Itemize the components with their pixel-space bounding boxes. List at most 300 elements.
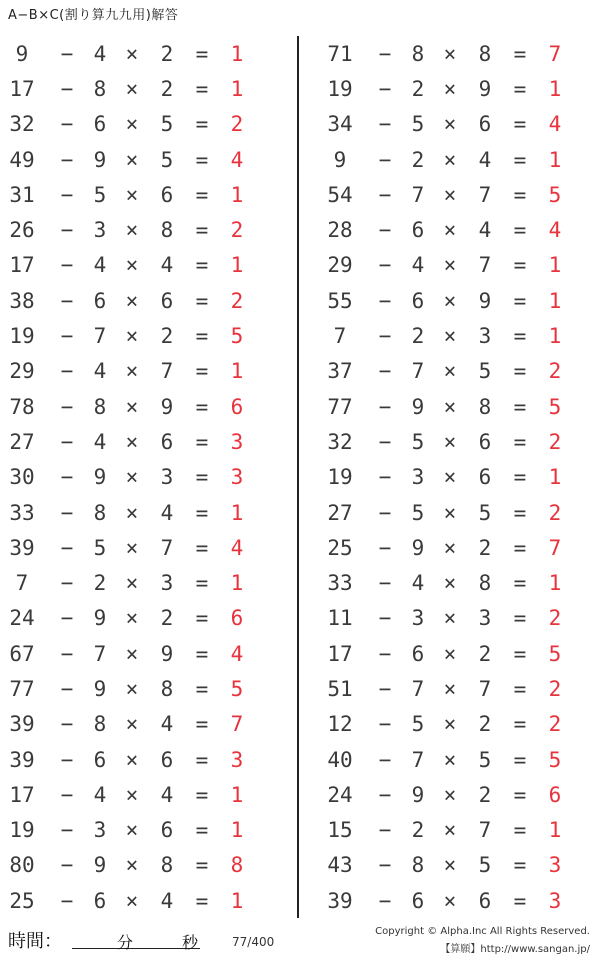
- operand-a: 27: [9, 429, 35, 454]
- operand-c: 9: [478, 288, 492, 313]
- answer: 5: [548, 641, 562, 666]
- operand-b: 5: [411, 712, 425, 737]
- minus-sign: −: [378, 76, 392, 101]
- problem-row: [318, 707, 600, 742]
- problem-row: [0, 495, 285, 530]
- problem-row: [318, 883, 600, 918]
- minus-sign: −: [60, 888, 74, 913]
- operand-b: 5: [411, 112, 425, 137]
- equals-sign: =: [513, 253, 527, 278]
- equals-sign: =: [195, 712, 209, 737]
- answer: 1: [548, 253, 562, 278]
- problem-row: [318, 565, 600, 600]
- answer: 5: [548, 394, 562, 419]
- times-sign: ×: [125, 76, 139, 101]
- minus-sign: −: [378, 394, 392, 419]
- operand-a: 11: [327, 606, 353, 631]
- answer: 1: [230, 500, 244, 525]
- answer: 2: [548, 676, 562, 701]
- problem-row: [0, 848, 285, 883]
- operand-b: 9: [93, 853, 107, 878]
- operand-b: 7: [411, 182, 425, 207]
- operand-b: 4: [93, 782, 107, 807]
- equals-sign: =: [513, 76, 527, 101]
- answer: 2: [548, 429, 562, 454]
- times-sign: ×: [125, 888, 139, 913]
- operand-c: 5: [478, 359, 492, 384]
- times-sign: ×: [443, 359, 457, 384]
- operand-c: 2: [478, 712, 492, 737]
- times-sign: ×: [443, 76, 457, 101]
- operand-b: 6: [411, 888, 425, 913]
- equals-sign: =: [195, 359, 209, 384]
- equals-sign: =: [513, 571, 527, 596]
- minus-sign: −: [60, 641, 74, 666]
- operand-a: 43: [327, 853, 353, 878]
- problem-row: [0, 530, 285, 565]
- operand-c: 7: [478, 676, 492, 701]
- operand-c: 3: [160, 465, 174, 490]
- left-problem-column: [0, 36, 285, 918]
- answer: 6: [230, 394, 244, 419]
- operand-a: 39: [327, 888, 353, 913]
- minus-sign: −: [378, 218, 392, 243]
- problem-row: [0, 813, 285, 848]
- answer: 2: [548, 606, 562, 631]
- answer: 3: [230, 429, 244, 454]
- operand-b: 8: [411, 853, 425, 878]
- minus-sign: −: [378, 888, 392, 913]
- operand-b: 9: [93, 465, 107, 490]
- problem-row: [318, 636, 600, 671]
- minus-sign: −: [378, 41, 392, 66]
- answer: 1: [548, 147, 562, 172]
- minus-sign: −: [378, 429, 392, 454]
- answer: 5: [548, 182, 562, 207]
- equals-sign: =: [513, 818, 527, 843]
- problem-row: [318, 71, 600, 106]
- operand-c: 7: [160, 535, 174, 560]
- minus-sign: −: [378, 571, 392, 596]
- operand-c: 6: [478, 112, 492, 137]
- equals-sign: =: [195, 76, 209, 101]
- problem-row: [0, 354, 285, 389]
- problem-row: [318, 460, 600, 495]
- operand-a: 37: [327, 359, 353, 384]
- operand-c: 2: [478, 535, 492, 560]
- operand-a: 19: [327, 76, 353, 101]
- operand-c: 8: [478, 394, 492, 419]
- operand-c: 6: [478, 888, 492, 913]
- times-sign: ×: [125, 465, 139, 490]
- operand-b: 4: [93, 429, 107, 454]
- answer: 2: [230, 112, 244, 137]
- operand-b: 6: [93, 288, 107, 313]
- answer: 2: [230, 218, 244, 243]
- problem-row: [0, 565, 285, 600]
- problem-row: [0, 424, 285, 459]
- minutes-label: 分: [117, 933, 134, 952]
- times-sign: ×: [443, 324, 457, 349]
- operand-a: 67: [9, 641, 35, 666]
- equals-sign: =: [513, 641, 527, 666]
- equals-sign: =: [195, 535, 209, 560]
- times-sign: ×: [125, 359, 139, 384]
- operand-a: 49: [9, 147, 35, 172]
- seconds-label: 秒: [182, 933, 199, 952]
- equals-sign: =: [195, 888, 209, 913]
- problem-row: [318, 107, 600, 142]
- operand-c: 6: [478, 429, 492, 454]
- operand-a: 17: [9, 253, 35, 278]
- times-sign: ×: [125, 641, 139, 666]
- problem-row: [318, 424, 600, 459]
- problem-row: [0, 777, 285, 812]
- minus-sign: −: [60, 747, 74, 772]
- answer: 4: [230, 535, 244, 560]
- equals-sign: =: [513, 535, 527, 560]
- minus-sign: −: [60, 147, 74, 172]
- problem-row: [0, 177, 285, 212]
- equals-sign: =: [513, 182, 527, 207]
- minus-sign: −: [60, 782, 74, 807]
- operand-c: 7: [478, 182, 492, 207]
- operand-c: 9: [478, 76, 492, 101]
- operand-b: 7: [93, 641, 107, 666]
- times-sign: ×: [125, 182, 139, 207]
- times-sign: ×: [125, 112, 139, 137]
- operand-b: 6: [411, 288, 425, 313]
- problem-row: [0, 671, 285, 706]
- minus-sign: −: [378, 465, 392, 490]
- operand-b: 5: [93, 182, 107, 207]
- equals-sign: =: [513, 606, 527, 631]
- times-sign: ×: [125, 606, 139, 631]
- times-sign: ×: [125, 818, 139, 843]
- times-sign: ×: [443, 288, 457, 313]
- answer: 1: [548, 818, 562, 843]
- operand-b: 8: [411, 41, 425, 66]
- time-label: 時間：: [8, 931, 62, 952]
- answer: 1: [230, 359, 244, 384]
- operand-b: 2: [93, 571, 107, 596]
- equals-sign: =: [513, 359, 527, 384]
- operand-c: 8: [478, 41, 492, 66]
- times-sign: ×: [443, 641, 457, 666]
- operand-b: 5: [411, 500, 425, 525]
- equals-sign: =: [195, 818, 209, 843]
- operand-a: 12: [327, 712, 353, 737]
- minus-sign: −: [60, 712, 74, 737]
- minus-sign: −: [378, 535, 392, 560]
- minus-sign: −: [378, 606, 392, 631]
- equals-sign: =: [195, 253, 209, 278]
- times-sign: ×: [125, 782, 139, 807]
- problem-row: [318, 495, 600, 530]
- minus-sign: −: [378, 747, 392, 772]
- operand-a: 26: [9, 218, 35, 243]
- equals-sign: =: [513, 676, 527, 701]
- minus-sign: −: [378, 112, 392, 137]
- equals-sign: =: [513, 218, 527, 243]
- minus-sign: −: [60, 112, 74, 137]
- operand-b: 7: [411, 359, 425, 384]
- times-sign: ×: [443, 676, 457, 701]
- minus-sign: −: [60, 676, 74, 701]
- answer: 6: [230, 606, 244, 631]
- answer: 3: [548, 853, 562, 878]
- equals-sign: =: [195, 394, 209, 419]
- operand-b: 8: [93, 500, 107, 525]
- operand-a: 25: [327, 535, 353, 560]
- operand-c: 2: [160, 41, 174, 66]
- minus-sign: −: [378, 712, 392, 737]
- operand-b: 7: [93, 324, 107, 349]
- operand-a: 33: [9, 500, 35, 525]
- operand-a: 77: [327, 394, 353, 419]
- operand-b: 8: [93, 76, 107, 101]
- operand-c: 5: [478, 853, 492, 878]
- times-sign: ×: [125, 253, 139, 278]
- operand-c: 9: [160, 641, 174, 666]
- operand-b: 6: [93, 747, 107, 772]
- operand-a: 38: [9, 288, 35, 313]
- minus-sign: −: [60, 76, 74, 101]
- equals-sign: =: [195, 571, 209, 596]
- minus-sign: −: [60, 535, 74, 560]
- minus-sign: −: [378, 782, 392, 807]
- times-sign: ×: [443, 782, 457, 807]
- answer: 2: [548, 359, 562, 384]
- minus-sign: −: [60, 853, 74, 878]
- operand-a: 40: [327, 747, 353, 772]
- problem-row: [0, 36, 285, 71]
- problem-row: [0, 601, 285, 636]
- problem-row: [318, 389, 600, 424]
- operand-c: 3: [478, 606, 492, 631]
- problem-row: [0, 107, 285, 142]
- operand-a: 17: [9, 76, 35, 101]
- operand-c: 2: [160, 76, 174, 101]
- answer: 2: [548, 712, 562, 737]
- operand-a: 28: [327, 218, 353, 243]
- minus-sign: −: [60, 394, 74, 419]
- equals-sign: =: [513, 747, 527, 772]
- answer: 2: [230, 288, 244, 313]
- equals-sign: =: [195, 324, 209, 349]
- operand-b: 5: [93, 535, 107, 560]
- problem-row: [0, 742, 285, 777]
- problem-row: [0, 389, 285, 424]
- operand-a: 17: [327, 641, 353, 666]
- answer: 4: [230, 641, 244, 666]
- equals-sign: =: [195, 41, 209, 66]
- operand-a: 19: [9, 324, 35, 349]
- operand-a: 55: [327, 288, 353, 313]
- equals-sign: =: [513, 112, 527, 137]
- operand-b: 7: [411, 676, 425, 701]
- times-sign: ×: [125, 747, 139, 772]
- times-sign: ×: [443, 571, 457, 596]
- equals-sign: =: [513, 288, 527, 313]
- operand-b: 3: [411, 465, 425, 490]
- operand-c: 8: [478, 571, 492, 596]
- operand-c: 5: [160, 112, 174, 137]
- minus-sign: −: [60, 41, 74, 66]
- operand-a: 39: [9, 747, 35, 772]
- problem-row: [318, 530, 600, 565]
- equals-sign: =: [195, 747, 209, 772]
- problem-row: [318, 813, 600, 848]
- answer: 1: [230, 76, 244, 101]
- equals-sign: =: [513, 429, 527, 454]
- times-sign: ×: [125, 147, 139, 172]
- operand-b: 4: [411, 571, 425, 596]
- operand-b: 9: [411, 394, 425, 419]
- equals-sign: =: [513, 324, 527, 349]
- times-sign: ×: [443, 606, 457, 631]
- problem-row: [0, 283, 285, 318]
- operand-a: 51: [327, 676, 353, 701]
- column-divider: [297, 36, 299, 918]
- operand-c: 2: [478, 782, 492, 807]
- problem-row: [318, 212, 600, 247]
- answer: 5: [230, 324, 244, 349]
- operand-a: 78: [9, 394, 35, 419]
- answer: 1: [548, 288, 562, 313]
- operand-c: 5: [478, 500, 492, 525]
- times-sign: ×: [443, 535, 457, 560]
- operand-c: 4: [160, 712, 174, 737]
- minus-sign: −: [60, 429, 74, 454]
- answer: 7: [548, 41, 562, 66]
- minus-sign: −: [60, 288, 74, 313]
- operand-c: 3: [160, 571, 174, 596]
- minus-sign: −: [378, 182, 392, 207]
- operand-b: 7: [411, 747, 425, 772]
- times-sign: ×: [443, 712, 457, 737]
- times-sign: ×: [125, 571, 139, 596]
- operand-c: 2: [478, 641, 492, 666]
- problem-row: [318, 248, 600, 283]
- problem-row: [318, 177, 600, 212]
- equals-sign: =: [195, 112, 209, 137]
- operand-a: 25: [9, 888, 35, 913]
- times-sign: ×: [443, 147, 457, 172]
- operand-c: 4: [478, 218, 492, 243]
- site-url: 【算願】http://www.sangan.jp/: [440, 944, 590, 955]
- operand-c: 6: [160, 818, 174, 843]
- operand-b: 6: [411, 641, 425, 666]
- operand-c: 2: [160, 324, 174, 349]
- operand-c: 7: [478, 253, 492, 278]
- operand-c: 5: [160, 147, 174, 172]
- operand-b: 4: [93, 359, 107, 384]
- operand-c: 4: [478, 147, 492, 172]
- answer: 6: [548, 782, 562, 807]
- time-underline: [72, 948, 200, 949]
- answer: 1: [548, 571, 562, 596]
- operand-b: 6: [93, 888, 107, 913]
- operand-b: 5: [411, 429, 425, 454]
- equals-sign: =: [513, 500, 527, 525]
- times-sign: ×: [443, 182, 457, 207]
- operand-c: 3: [478, 324, 492, 349]
- times-sign: ×: [443, 41, 457, 66]
- operand-b: 4: [411, 253, 425, 278]
- operand-a: 54: [327, 182, 353, 207]
- answer: 5: [230, 676, 244, 701]
- operand-c: 5: [478, 747, 492, 772]
- times-sign: ×: [125, 41, 139, 66]
- answer: 7: [230, 712, 244, 737]
- minus-sign: −: [378, 853, 392, 878]
- times-sign: ×: [443, 747, 457, 772]
- right-problem-column: [318, 36, 600, 918]
- minus-sign: −: [378, 253, 392, 278]
- operand-a: 39: [9, 712, 35, 737]
- problem-row: [318, 318, 600, 353]
- equals-sign: =: [513, 41, 527, 66]
- problem-row: [318, 671, 600, 706]
- times-sign: ×: [125, 853, 139, 878]
- operand-c: 8: [160, 676, 174, 701]
- operand-a: 24: [327, 782, 353, 807]
- minus-sign: −: [60, 818, 74, 843]
- times-sign: ×: [125, 288, 139, 313]
- problem-row: [318, 283, 600, 318]
- minus-sign: −: [60, 182, 74, 207]
- operand-a: 80: [9, 853, 35, 878]
- problem-row: [0, 883, 285, 918]
- page-number: 77/400: [232, 935, 275, 949]
- times-sign: ×: [443, 465, 457, 490]
- equals-sign: =: [195, 853, 209, 878]
- equals-sign: =: [195, 465, 209, 490]
- operand-b: 2: [411, 324, 425, 349]
- answer: 1: [230, 41, 244, 66]
- times-sign: ×: [443, 500, 457, 525]
- answer: 5: [548, 747, 562, 772]
- operand-b: 6: [93, 112, 107, 137]
- times-sign: ×: [443, 218, 457, 243]
- equals-sign: =: [195, 147, 209, 172]
- minus-sign: −: [60, 253, 74, 278]
- times-sign: ×: [125, 535, 139, 560]
- operand-c: 7: [478, 818, 492, 843]
- operand-b: 2: [411, 76, 425, 101]
- operand-b: 4: [93, 41, 107, 66]
- minus-sign: −: [60, 218, 74, 243]
- problem-row: [0, 212, 285, 247]
- minus-sign: −: [378, 818, 392, 843]
- operand-a: 19: [327, 465, 353, 490]
- equals-sign: =: [513, 465, 527, 490]
- operand-a: 32: [327, 429, 353, 454]
- times-sign: ×: [443, 818, 457, 843]
- equals-sign: =: [195, 288, 209, 313]
- copyright-text: Copyright © Alpha.Inc All Rights Reserved.: [375, 926, 590, 937]
- operand-a: 30: [9, 465, 35, 490]
- operand-b: 3: [411, 606, 425, 631]
- answer: 3: [548, 888, 562, 913]
- operand-b: 4: [93, 253, 107, 278]
- operand-a: 34: [327, 112, 353, 137]
- operand-c: 8: [160, 218, 174, 243]
- operand-c: 6: [478, 465, 492, 490]
- problem-row: [0, 707, 285, 742]
- times-sign: ×: [443, 253, 457, 278]
